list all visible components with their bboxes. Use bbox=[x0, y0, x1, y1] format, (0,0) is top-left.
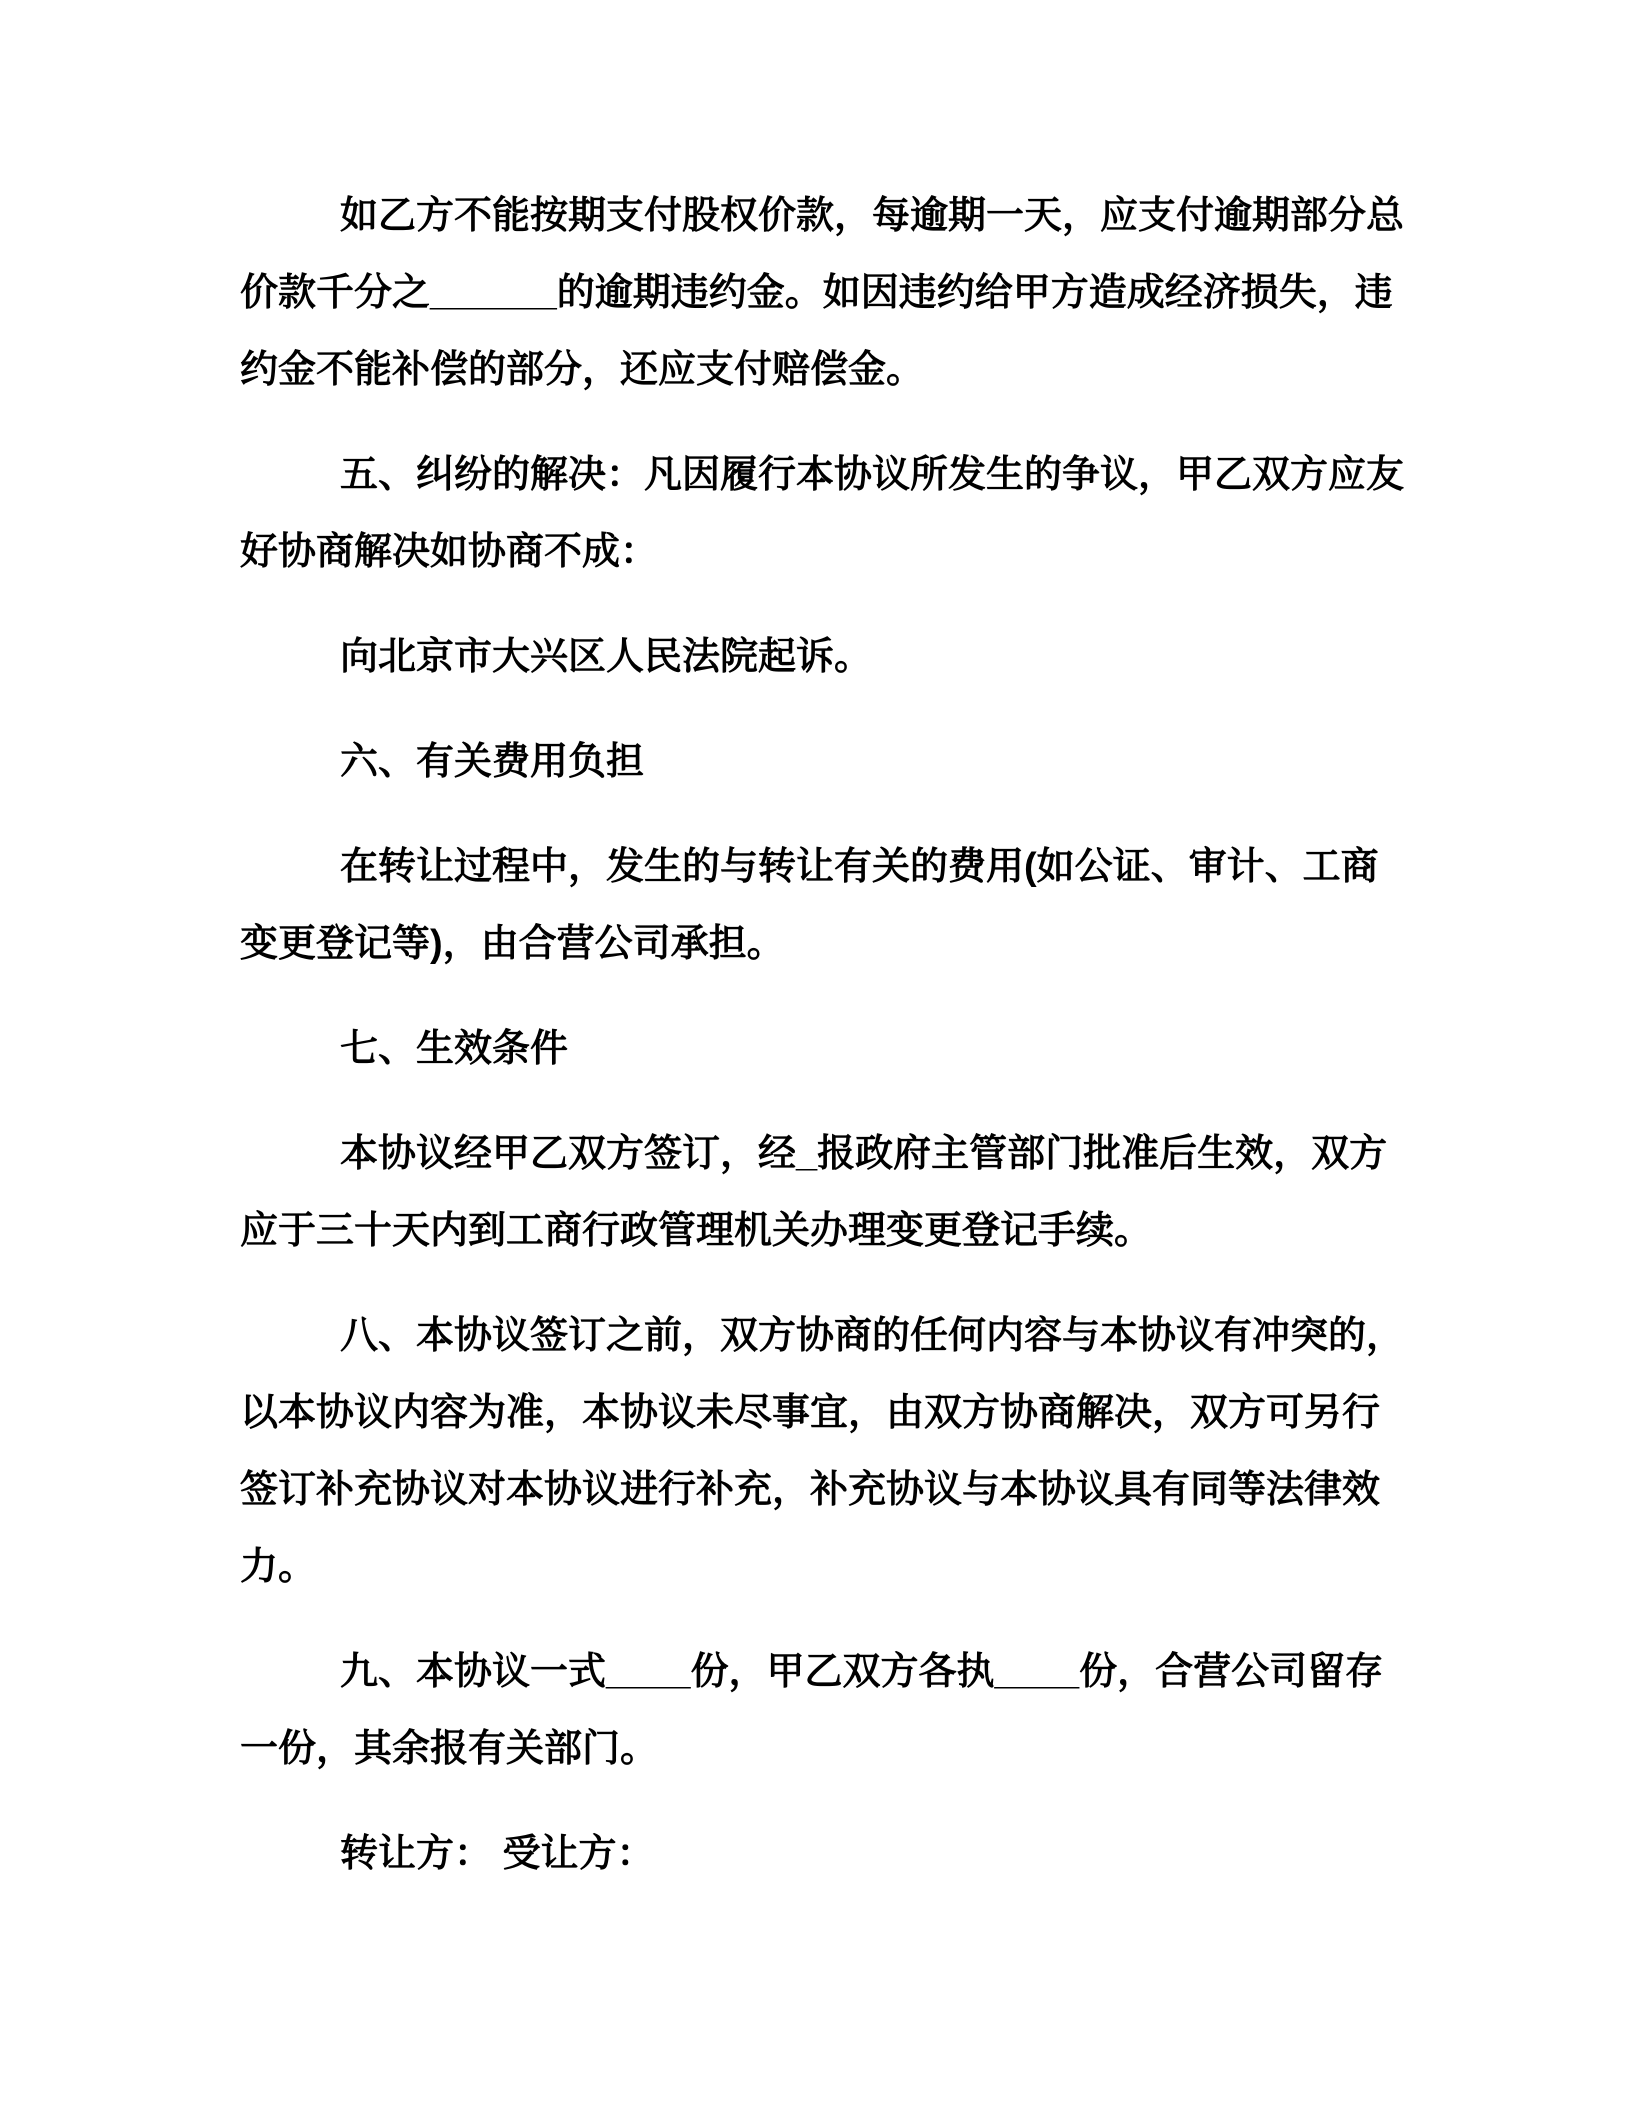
text-line: 一份，其余报有关部门。 bbox=[240, 1728, 659, 1770]
text-line: 八、本协议签订之前，双方协商的任何内容与本协议有冲突的， bbox=[340, 1315, 1405, 1357]
text-line: 如乙方不能按期支付股权价款，每逾期一天，应支付逾期部分总 bbox=[340, 195, 1405, 237]
clause-7-body-effectiveness bbox=[240, 1116, 1432, 1270]
clause-6-body-fees bbox=[240, 829, 1432, 983]
text-line: 约金不能补偿的部分，还应支付赔偿金。 bbox=[240, 349, 925, 391]
text-line: 本协议经甲乙双方签订，经_报政府主管部门批准后生效，双方 bbox=[340, 1133, 1388, 1175]
text-line: 转让方： 受让方： bbox=[340, 1833, 655, 1875]
text-line: 九、本协议一式____份，甲乙双方各执____份，合营公司留存 bbox=[340, 1651, 1384, 1693]
text-line: 向北京市大兴区人民法院起诉。 bbox=[340, 636, 873, 678]
text-line: 六、有关费用负担 bbox=[340, 741, 645, 783]
text-line: 力。 bbox=[240, 1546, 317, 1588]
clause-6-heading-fees bbox=[240, 724, 1432, 801]
text-line: 以本协议内容为准，本协议未尽事宜，由双方协商解决，双方可另行 bbox=[240, 1392, 1381, 1434]
text-line: 好协商解决如协商不成： bbox=[240, 531, 659, 573]
text-line: 变更登记等)，由合营公司承担。 bbox=[240, 923, 785, 965]
clause-breach-penalty bbox=[240, 178, 1432, 409]
clause-5-dispute-resolution bbox=[240, 437, 1432, 591]
clause-7-heading-effectiveness bbox=[240, 1011, 1432, 1088]
text-line: 七、生效条件 bbox=[340, 1028, 569, 1070]
clause-court bbox=[240, 619, 1432, 696]
text-line: 五、纠纷的解决：凡因履行本协议所发生的争议，甲乙双方应友 bbox=[340, 454, 1405, 496]
clause-9-copies bbox=[240, 1634, 1432, 1788]
text-line: 应于三十天内到工商行政管理机关办理变更登记手续。 bbox=[240, 1210, 1153, 1252]
text-line: 在转让过程中，发生的与转让有关的费用(如公证、审计、工商 bbox=[340, 846, 1379, 888]
text-line: 签订补充协议对本协议进行补充，补充协议与本协议具有同等法律效 bbox=[240, 1469, 1381, 1511]
signature-line bbox=[240, 1816, 1432, 1893]
clause-8-precedence bbox=[240, 1298, 1432, 1606]
text-line: 价款千分之______的逾期违约金。如因违约给甲方造成经济损失，违 bbox=[240, 272, 1393, 314]
